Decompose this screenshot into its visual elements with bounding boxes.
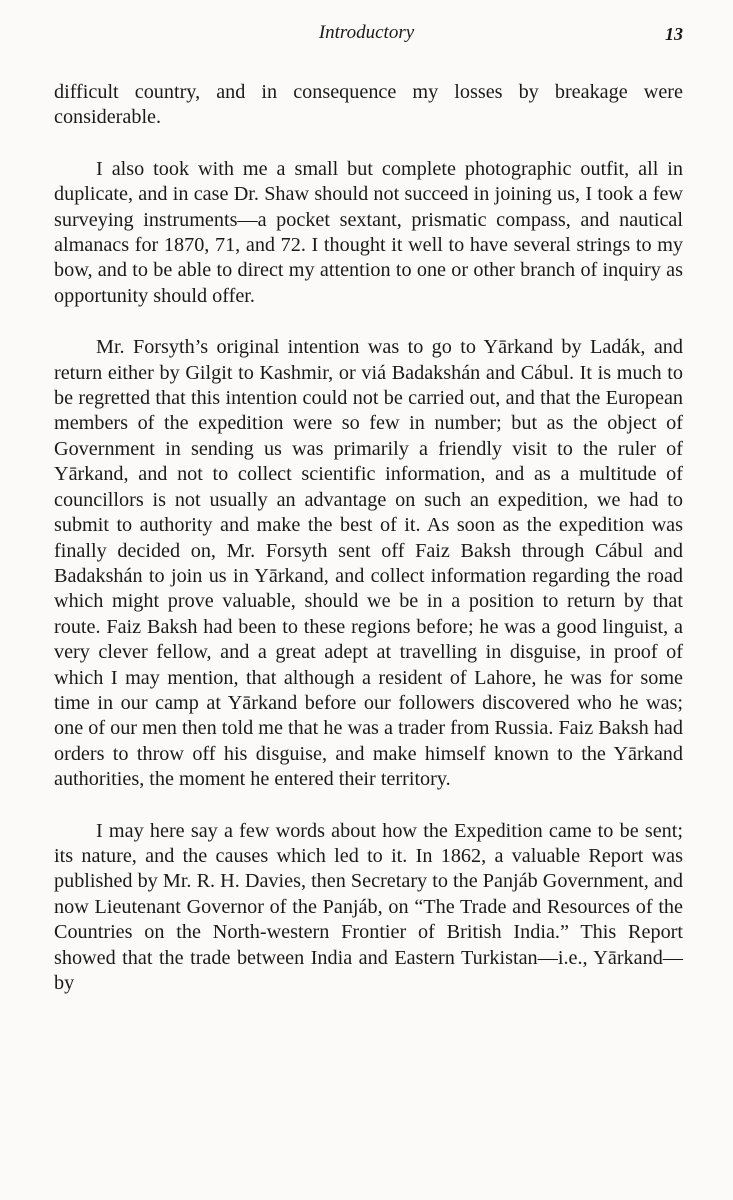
- paragraph-continued: difficult country, and in consequence my losses by breakage were considerable.: [54, 81, 683, 129]
- page-number: 13: [665, 24, 683, 44]
- paragraph-expedition-origin: I may here say a few words about how the Expedition came to be sent; its nature, and the causes which led to it. In 1862, a valuable Report was published by Mr. R. H. Davies, then Secretary to the Panjáb Government, and now Lieutenant Governor of the Panjáb, on “The Trade and Resources of the Countries on the North-western Frontier of British India.” This Report showed that the trade between India and Eastern Turkistan—i.e., Yārkand—by: [54, 819, 683, 994]
- paragraph-photographic-outfit: I also took with me a small but complete photographic outfit, all in duplicate, and in case Dr. Shaw should not succeed in joining us, I took a few surveying instruments—a pocket sextant, prismatic compass, and nautical almanacs for 1870, 71, and 72. I thought it well to have several strings to my bow, and to be able to direct my attention to one or other branch of inquiry as opportunity should offer.: [54, 157, 683, 307]
- body-text: [54, 80, 683, 1022]
- paragraph-forsyth-intention: Mr. Forsyth’s original intention was to go to Yārkand by Ladák, and return either by Gilgit to Kashmir, or viá Badakshán and Cábul. It is much to be regretted that this intention could not be carried out, and that the European members of the expedition were so few in number; but as the object of Government in sending us was primarily a friendly visit to the ruler of Yārkand, and not to collect scientific information, and as a multitude of councillors is not usually an advantage on such an expedition, we had to submit to authority and make the best of it. As soon as the expedition was finally decided on, Mr. Forsyth sent off Faiz Baksh through Cábul and Badakshán to join us in Yārkand, and collect information regarding the road which might prove valuable, should we be in a position to return by that route. Faiz Baksh had been to these regions before; he was a good linguist, a very clever fellow, and a great adept at travelling in disguise, in proof of which I may mention, that although a resident of Lahore, he was for some time in our camp at Yārkand before our followers discovered who he was; one of our men then told me that he was a trader from Russia. Faiz Baksh had orders to throw off his disguise, and make himself known to the Yārkand authorities, the moment he entered their territory.: [54, 336, 683, 791]
- running-head: Introductory: [318, 22, 415, 43]
